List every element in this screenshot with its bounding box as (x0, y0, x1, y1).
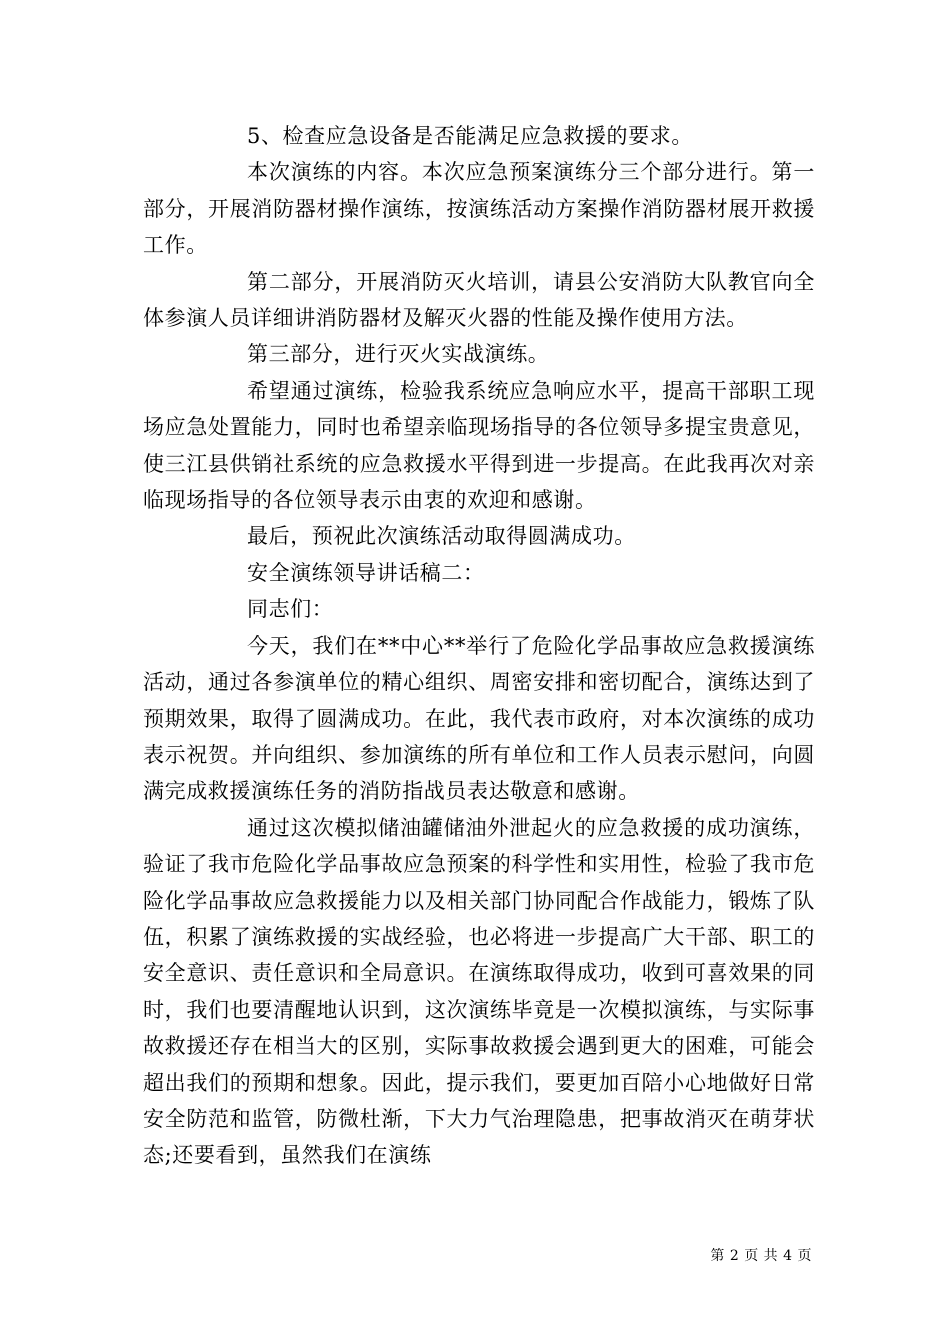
paragraph: 5、检查应急设备是否能满足应急救援的要求。 (247, 124, 693, 148)
paragraph: 通过这次模拟储油罐储油外泄起火的应急救援的成功演练，验证了我市危险化学品事故应急预案的科学性和实用性，检验了我市危险化学品事故应急救援能力以及相关部门协同配合作战能力，锻炼了队伍，积累了演练救援的实战经验，也必将进一步提高广大干部、职工的安全意识、责任意识和全局意识。在演练取得成功，收到可喜效果的同时，我们也要清醒地认识到，这次演练毕竟是一次模拟演练，与实际事故救援还存在相当大的区别，实际事故救援会遇到更大的困难，可能会超出我们的预期和想象。因此，提示我们，要更加百陪小心地做好日常安全防范和监管，防微杜渐，下大力气治理隐患，把事故消灭在萌芽状态;还要看到，虽然我们在演练 (143, 815, 815, 1168)
paragraph: 第三部分，进行灭火实战演练。 (247, 342, 550, 367)
page-number-footer: 第 2 页 共 4 页 (710, 1248, 812, 1264)
document-body (143, 118, 815, 1174)
paragraph: 最后，预祝此次演练活动取得圆满成功。 (247, 524, 636, 549)
salutation: 同志们： (247, 597, 334, 622)
section-heading: 安全演练领导讲话稿二： (247, 560, 485, 585)
paragraph: 本次演练的内容。本次应急预案演练分三个部分进行。第一部分，开展消防器材操作演练，按演练活动方案操作消防器材展开救援工作。 (143, 160, 815, 258)
paragraph: 今天，我们在**中心**举行了危险化学品事故应急救援演练活动，通过各参演单位的精心组织、周密安排和密切配合，演练达到了预期效果，取得了圆满成功。在此，我代表市政府，对本次演练的成功表示祝贺。并向组织、参加演练的所有单位和工作人员表示慰问，向圆满完成救援演练任务的消防指战员表达敬意和感谢。 (143, 633, 815, 804)
paragraph: 希望通过演练，检验我系统应急响应水平，提高干部职工现场应急处置能力，同时也希望亲临现场指导的各位领导多提宝贵意见，使三江县供销社系统的应急救援水平得到进一步提高。在此我再次对亲临现场指导的各位领导表示由衷的欢迎和感谢。 (143, 378, 815, 513)
paragraph: 第二部分，开展消防灭火培训，请县公安消防大队教官向全体参演人员详细讲消防器材及解灭火器的性能及操作使用方法。 (143, 269, 815, 331)
